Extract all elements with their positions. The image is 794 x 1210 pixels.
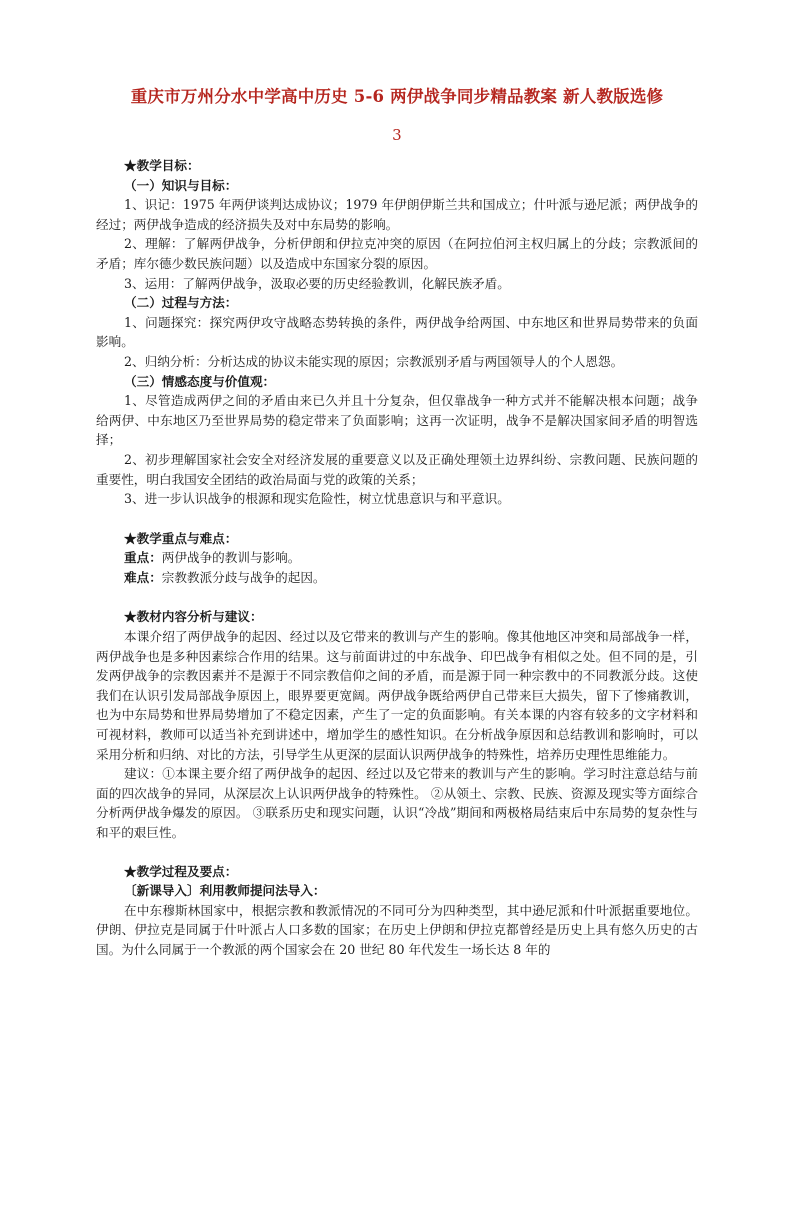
paragraph: 2、理解：了解两伊战争，分析伊朗和伊拉克冲突的原因（在阿拉伯河主权归属上的分歧；宗教派间的矛盾；库尔德少数民族问题）以及造成中东国家分裂的原因。 [96, 236, 698, 271]
document-body [96, 156, 698, 960]
key-point-label: 重点： [124, 550, 162, 566]
title-line-1: 重庆市万州分水中学高中历史 5-6 两伊战争同步精品教案 新人教版选修 [130, 87, 664, 106]
section-heading-analysis: ★教材内容分析与建议： [124, 609, 263, 625]
paragraph: 本课介绍了两伊战争的起因、经过以及它带来的教训与产生的影响。像其他地区冲突和局部战争一样，两伊战争也是多种因素综合作用的结果。这与前面讲过的中东战争、印巴战争有相似之处。但不同的是，引发两伊战争的宗教因素并不是源于不同宗教信仰之间的矛盾，而是源于同一种宗教中的不同教派分歧。这使我们在认识引发局部战争原因上，眼界要更宽阔。两伊战争既给两伊自己带来巨大损失，留下了惨痛教训，也为中东局势和世界局势增加了不稳定因素，产生了一定的负面影响。有关本课的内容有较多的文字材料和可视材料，教师可以适当补充到讲述中，增加学生的感性知识。在分析战争原因和总结教训和影响时，可以采用分析和归纳、对比的方法，引导学生从更深的层面认识两伊战争的特殊性，培养历史理性思维能力。 [96, 629, 698, 762]
paragraph: 建议：①本课主要介绍了两伊战争的起因、经过以及它带来的教训与产生的影响。学习时注意总结与前面的四次战争的异同，从深层次上认识两伊战争的特殊性。 ②从领土、宗教、民族、资源及现实等方面综合分析两伊战争爆发的原因。 ③联系历史和现实问题，认识“冷战”期间和两极格局结束后中东局势的复杂性与和平的艰巨性。 [96, 766, 698, 840]
paragraph: 2、初步理解国家社会安全对经济发展的重要意义以及正确处理领土边界纠纷、宗教问题、民族问题的重要性，明白我国安全团结的政治局面与党的政策的关系； [96, 451, 698, 487]
subheading-values: （三）情感态度与价值观： [124, 373, 276, 389]
difficult-point-line [96, 568, 698, 588]
paragraph: 2、归纳分析：分析达成的协议未能实现的原因；宗教派别矛盾与两国领导人的个人恩怨。 [124, 353, 624, 369]
subheading-knowledge: （一）知识与目标： [124, 177, 238, 193]
paragraph: 1、尽管造成两伊之间的矛盾由来已久并且十分复杂，但仅靠战争一种方式并不能解决根本问题；战争给两伊、中东地区乃至世界局势的稳定带来了负面影响；这再一次证明，战争不是解决国家间矛盾的明智选择； [96, 393, 698, 448]
paragraph: 在中东穆斯林国家中，根据宗教和教派情况的不同可分为四种类型，其中逊尼派和什叶派据重要地位。伊朗、伊拉克是同属于什叶派占人口多数的国家；在历史上伊朗和伊拉克都曾经是历史上具有悠久历史的古国。为什么同属于一个教派的两个国家会在 20 世纪 80 年代发生一场长达 8 年的 [96, 902, 698, 957]
section-heading-process: ★教学过程及要点： [124, 863, 238, 879]
difficult-point-label: 难点： [124, 569, 162, 585]
spacer [96, 509, 698, 529]
key-point-text: 两伊战争的教训与影响。 [161, 550, 301, 566]
document-page [0, 87, 794, 1210]
spacer [96, 843, 698, 862]
paragraph: 1、问题探究：探究两伊攻守战略态势转换的条件，两伊战争给两国、中东地区和世界局势带来的负面影响。 [96, 314, 698, 350]
key-point-line [96, 548, 698, 568]
spacer [96, 587, 698, 607]
paragraph: 3、进一步认识战争的根源和现实危险性，树立忧患意识与和平意识。 [124, 491, 510, 507]
subheading-intro: 〔新课导入〕利用教师提问法导入： [124, 883, 326, 899]
paragraph: 3、运用：了解两伊战争，汲取必要的历史经验教训，化解民族矛盾。 [124, 275, 510, 291]
section-heading-key-points: ★教学重点与难点： [124, 530, 238, 546]
section-heading-goals: ★教学目标： [124, 158, 200, 173]
title-line-2: 3 [392, 126, 402, 144]
document-title [96, 87, 698, 145]
paragraph: 1、识记：1975 年两伊谈判达成协议；1979 年伊朗伊斯兰共和国成立；什叶派与逊尼派；两伊战争的经过；两伊战争造成的经济损失及对中东局势的影响。 [96, 197, 698, 232]
subheading-process-method: （二）过程与方法： [124, 295, 238, 311]
difficult-point-text: 宗教教派分歧与战争的起因。 [161, 569, 326, 585]
